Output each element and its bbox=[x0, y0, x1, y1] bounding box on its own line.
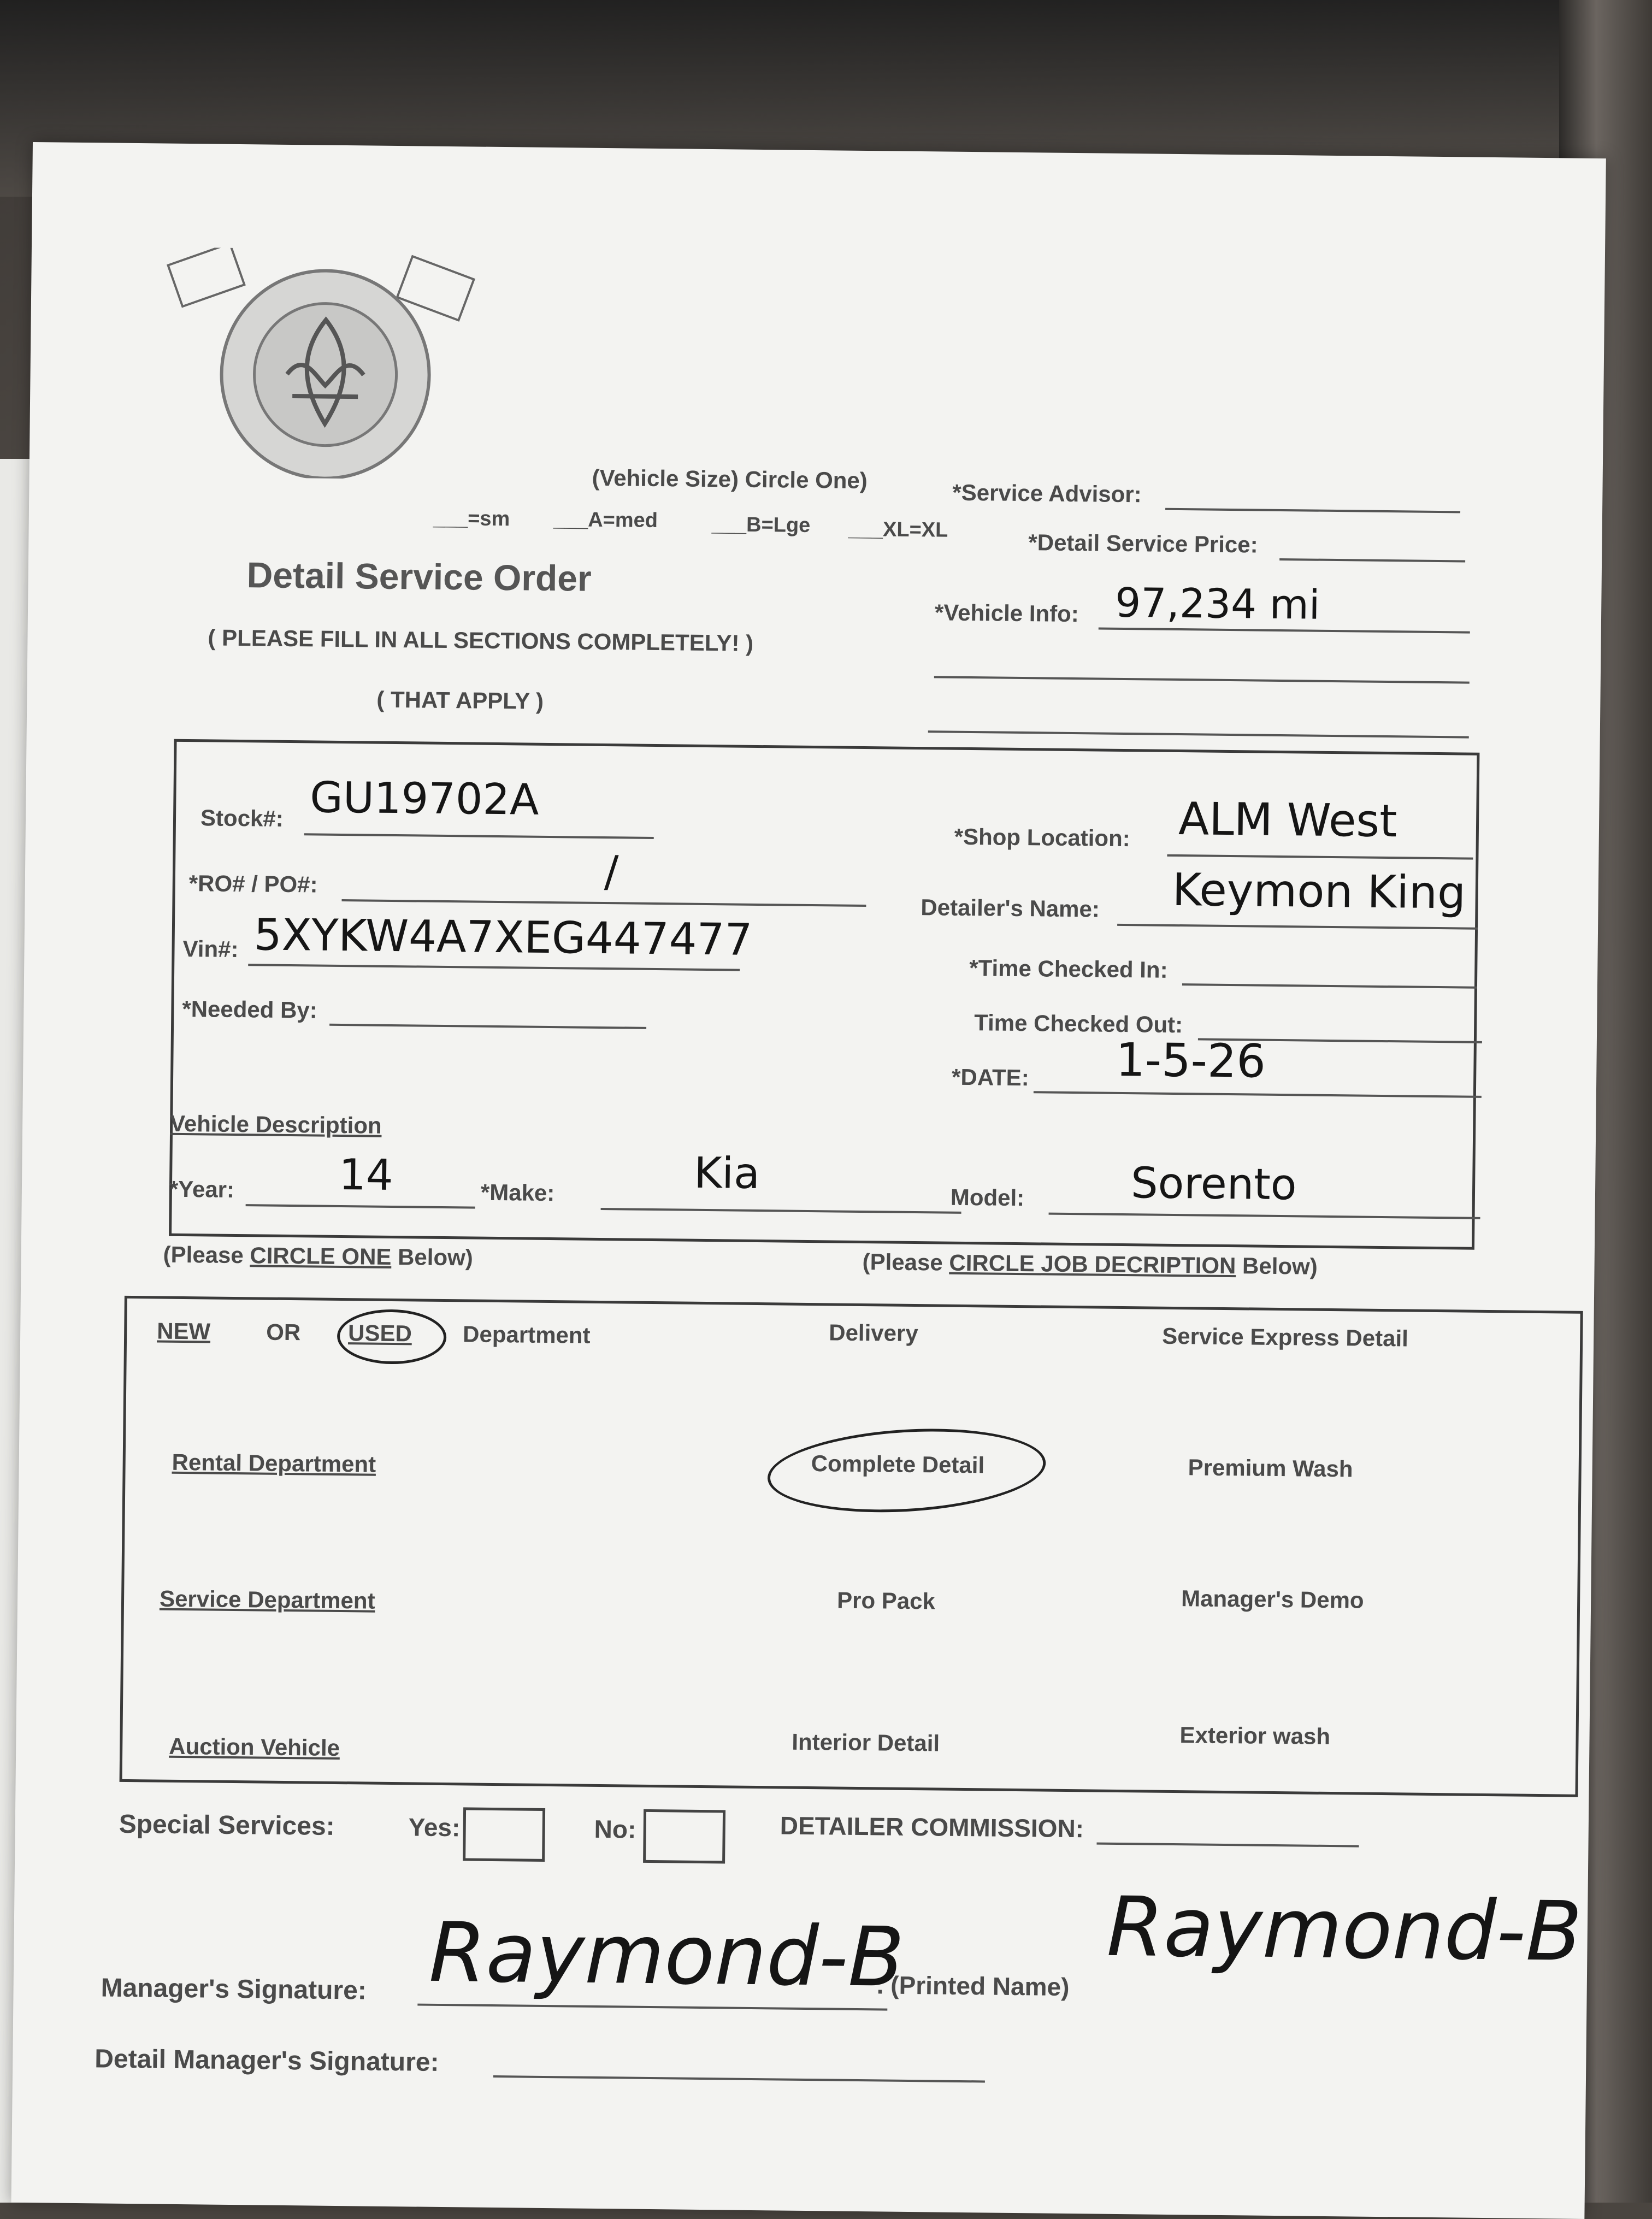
job-managers-demo[interactable]: Manager's Demo bbox=[1181, 1585, 1364, 1613]
logo bbox=[161, 247, 491, 480]
detail-manager-signature-label: Detail Manager's Signature: bbox=[94, 2044, 439, 2077]
circle-job-emph: CIRCLE JOB DECRIPTION bbox=[949, 1249, 1236, 1279]
detail-price-label: *Detail Service Price: bbox=[1028, 529, 1258, 558]
vehicle-info-field[interactable] bbox=[1099, 627, 1470, 633]
detailer-commission-field[interactable] bbox=[1096, 1843, 1359, 1848]
logo-seal-icon bbox=[161, 247, 491, 480]
vehicle-info-label: *Vehicle Info: bbox=[934, 599, 1079, 627]
detail-price-field[interactable] bbox=[1279, 558, 1465, 563]
printed-name-value: Raymond-B bbox=[1106, 1879, 1583, 1980]
vehicle-size-label: (Vehicle Size) Circle One) bbox=[592, 464, 868, 494]
detailer-name-value: Keymon King bbox=[1172, 864, 1466, 919]
size-sm: ___=sm bbox=[433, 506, 510, 531]
option-or: OR bbox=[266, 1319, 301, 1345]
model-value: Sorento bbox=[1130, 1159, 1297, 1210]
ro-po-value: / bbox=[604, 847, 619, 897]
manager-signature-label: Manager's Signature: bbox=[101, 1973, 367, 2005]
vin-label: Vin#: bbox=[182, 935, 239, 963]
job-premium-wash[interactable]: Premium Wash bbox=[1188, 1454, 1353, 1482]
circle-one-suffix: Below) bbox=[391, 1243, 474, 1271]
job-complete-detail[interactable]: Complete Detail bbox=[811, 1450, 985, 1478]
shop-location-label: *Shop Location: bbox=[954, 823, 1130, 852]
year-value: 14 bbox=[338, 1150, 393, 1201]
service-order-form bbox=[11, 142, 1606, 2219]
date-label: *DATE: bbox=[951, 1064, 1029, 1091]
model-label: Model: bbox=[950, 1184, 1025, 1211]
manager-signature-value: Raymond-B bbox=[428, 1905, 905, 2005]
instruction-complete: ( PLEASE FILL IN ALL SECTIONS COMPLETELY! ) bbox=[208, 624, 754, 656]
option-rental-department[interactable]: Rental Department bbox=[172, 1449, 376, 1477]
stock-label: Stock#: bbox=[200, 805, 284, 831]
yes-checkbox[interactable] bbox=[463, 1807, 545, 1862]
service-advisor-label: *Service Advisor: bbox=[952, 479, 1142, 507]
department-label: Department bbox=[462, 1321, 591, 1348]
detailer-commission-label: DETAILER COMMISSION: bbox=[780, 1811, 1084, 1843]
circle-one-instruction bbox=[163, 1242, 473, 1271]
option-used[interactable]: USED bbox=[347, 1320, 412, 1347]
job-delivery[interactable]: Delivery bbox=[829, 1319, 918, 1347]
vehicle-description-heading: Vehicle Description bbox=[169, 1110, 382, 1138]
size-lge: ___B=Lge bbox=[711, 513, 811, 537]
printed-name-label: . (Printed Name) bbox=[876, 1970, 1070, 2002]
make-label: *Make: bbox=[480, 1179, 555, 1206]
shop-location-value: ALM West bbox=[1178, 793, 1397, 848]
no-checkbox[interactable] bbox=[643, 1809, 725, 1864]
vehicle-info-line-3[interactable] bbox=[928, 730, 1469, 738]
no-label: No: bbox=[594, 1814, 636, 1844]
manager-signature-field[interactable] bbox=[417, 2004, 887, 2011]
make-value: Kia bbox=[693, 1148, 760, 1199]
time-out-label: Time Checked Out: bbox=[974, 1010, 1183, 1038]
job-interior-detail[interactable]: Interior Detail bbox=[792, 1728, 940, 1756]
circle-one-emph: CIRCLE ONE bbox=[250, 1242, 392, 1270]
vin-value: 5XYKW4A7XEG447477 bbox=[253, 909, 753, 965]
year-label: *Year: bbox=[169, 1176, 235, 1202]
circle-job-prefix: (Please bbox=[862, 1249, 949, 1276]
size-med: ___A=med bbox=[553, 508, 658, 533]
detailer-name-label: Detailer's Name: bbox=[921, 894, 1100, 922]
detail-manager-signature-field[interactable] bbox=[493, 2075, 985, 2082]
circle-job-instruction bbox=[862, 1249, 1318, 1280]
option-auction-vehicle[interactable]: Auction Vehicle bbox=[169, 1733, 340, 1761]
yes-label: Yes: bbox=[408, 1813, 461, 1842]
option-new[interactable]: NEW bbox=[156, 1318, 211, 1344]
needed-by-label: *Needed By: bbox=[182, 995, 318, 1023]
job-pro-pack[interactable]: Pro Pack bbox=[836, 1587, 936, 1614]
special-services-label: Special Services: bbox=[119, 1809, 335, 1841]
circle-job-suffix: Below) bbox=[1236, 1253, 1318, 1279]
time-in-label: *Time Checked In: bbox=[969, 955, 1168, 983]
option-service-department[interactable]: Service Department bbox=[159, 1585, 375, 1614]
date-value: 1-5-26 bbox=[1116, 1032, 1266, 1088]
vehicle-info-line-2[interactable] bbox=[934, 676, 1470, 683]
job-service-express-detail[interactable]: Service Express Detail bbox=[1161, 1323, 1409, 1352]
job-exterior-wash[interactable]: Exterior wash bbox=[1179, 1722, 1331, 1750]
service-advisor-field[interactable] bbox=[1165, 508, 1460, 514]
form-title: Detail Service Order bbox=[246, 554, 592, 599]
size-xl: ___XL=XL bbox=[848, 517, 948, 542]
instruction-apply: ( THAT APPLY ) bbox=[376, 686, 544, 714]
vehicle-info-value: 97,234 mi bbox=[1114, 579, 1320, 629]
stock-value: GU19702A bbox=[309, 773, 539, 825]
circle-one-prefix: (Please bbox=[163, 1241, 250, 1268]
department-job-box bbox=[120, 1296, 1583, 1797]
ro-po-label: *RO# / PO#: bbox=[188, 870, 318, 898]
